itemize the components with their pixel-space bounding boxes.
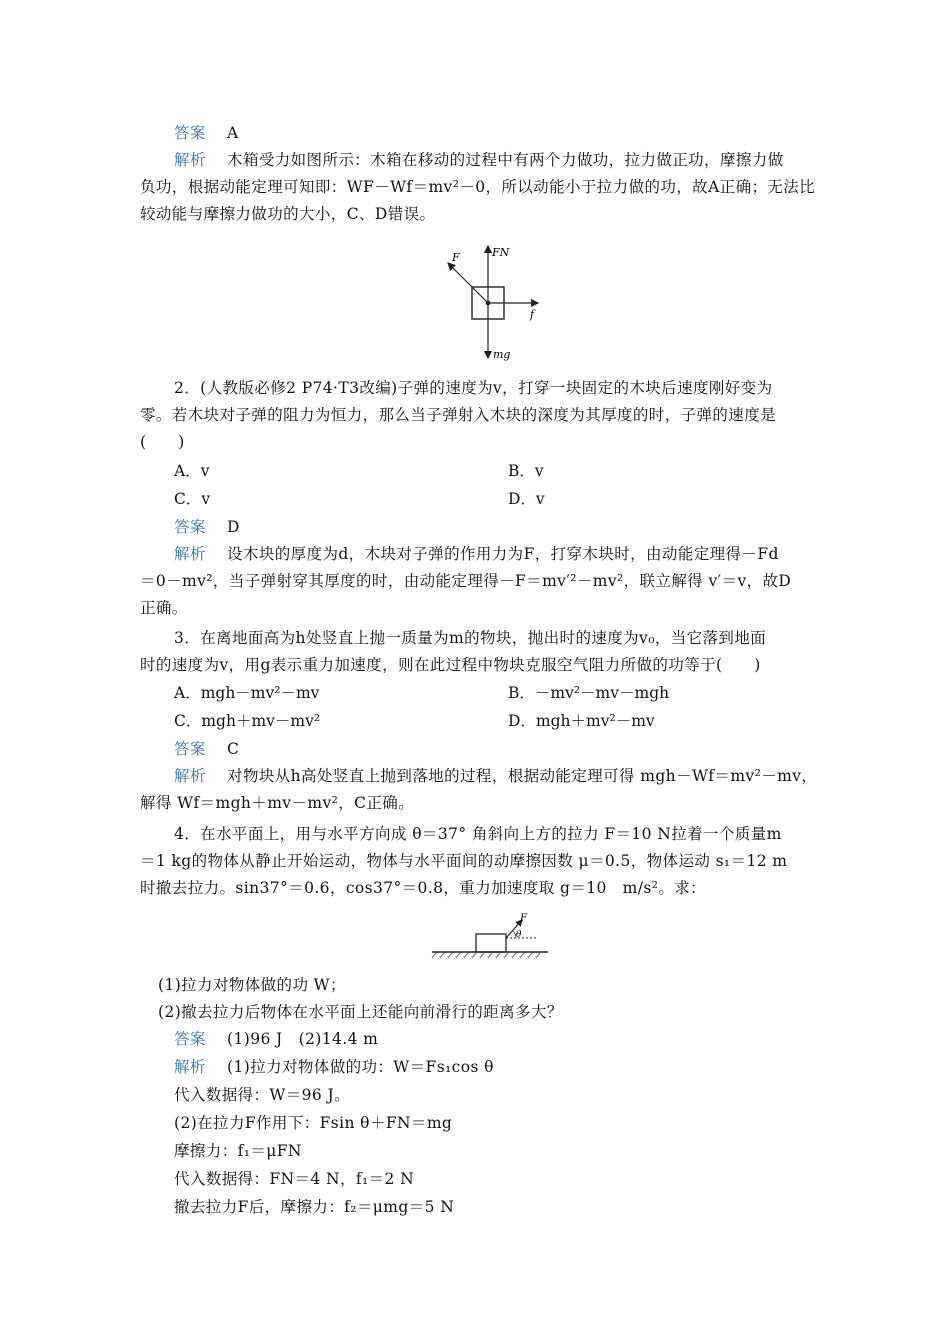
q4-solution-line-1: 代入数据得：W＝96 J。 [174, 1086, 350, 1104]
q1-analysis-line-1 [174, 150, 854, 170]
q3-stem-1: 3．在离地面高为h处竖直上抛一质量为m的物块，抛出时的速度为v₀，当它落到地面 [174, 629, 767, 647]
q4-solution-line-2: (2)在拉力F作用下：Fsin θ＋FN＝mg [174, 1114, 453, 1132]
q2-option-d: D．v [508, 490, 545, 508]
q2-analysis-line-1 [174, 544, 854, 564]
analysis-label: 解析 [174, 1058, 206, 1076]
q4-stem-1: 4．在水平面上，用与水平方向成 θ＝37° 角斜向上方的拉力 F＝10 N拉着一个质量m [174, 825, 782, 843]
answer-label: 答案 [174, 740, 206, 758]
q1-answer-line [174, 123, 854, 143]
answer-value: D [227, 518, 240, 536]
q3-option-b: B．－mv²－mv－mgh [508, 684, 670, 702]
q4-stem-3: 时撤去拉力。sin37°＝0.6，cos37°＝0.8，重力加速度取 g＝10 m/s²。求： [140, 879, 707, 897]
label-f: f [530, 308, 535, 321]
q3-analysis-line-2: 解得 Wf＝mgh＋mv－mv²，C正确。 [140, 794, 415, 812]
q3-stem-2: 时的速度为v，用g表示重力加速度，则在此过程中物块克服空气阻力所做的功等于( ) [140, 656, 761, 674]
q4-answer-line [174, 1029, 854, 1049]
label-FN: FN [492, 246, 510, 259]
q2-stem-2: 零。若木块对子弹的阻力为恒力，那么当子弹射入木块的深度为其厚度的时，子弹的速度是 [140, 406, 777, 424]
analysis-text: 设木块的厚度为d，木块对子弹的作用力为F，打穿木块时，由动能定理得－Fd [227, 545, 779, 563]
q4-sub-question-2: (2)撤去拉力后物体在水平面上还能向前滑行的距离多大？ [158, 1003, 563, 1021]
answer-value: C [227, 740, 240, 758]
answer-value: (1)96 J (2)14.4 m [227, 1030, 379, 1048]
q2-stem-3: ( ) [140, 433, 185, 451]
analysis-text: 木箱受力如图所示：木箱在移动的过程中有两个力做功，拉力做正功，摩擦力做 [227, 151, 784, 169]
q2-answer-line [174, 517, 854, 537]
analysis-label: 解析 [174, 767, 206, 785]
q2-option-b: B．v [508, 462, 544, 480]
q4-solution-line-5: 撤去拉力F后，摩擦力：f₂＝μmg＝5 N [174, 1198, 455, 1216]
q2-option-a: A．v [174, 462, 210, 480]
q2-analysis-line-3: 正确。 [140, 599, 188, 617]
answer-label: 答案 [174, 1030, 206, 1048]
label-F: F [452, 251, 460, 264]
analysis-label: 解析 [174, 151, 206, 169]
analysis-label: 解析 [174, 545, 206, 563]
q3-option-a: A．mgh－mv²－mv [174, 684, 320, 702]
q3-answer-line [174, 739, 854, 759]
q4-solution-line-4: 代入数据得：FN＝4 N，f₁＝2 N [174, 1170, 415, 1188]
block-force-diagram [430, 912, 550, 962]
label-theta: θ [516, 930, 522, 940]
answer-label: 答案 [174, 518, 206, 536]
q2-analysis-line-2: ＝0－mv²，当子弹射穿其厚度的时，由动能定理得－F＝mv′²－mv²，联立解得 v′＝v，故D [140, 572, 792, 590]
q4-stem-2: ＝1 kg的物体从静止开始运动，物体与水平面间的动摩擦因数 μ＝0.5，物体运动 s₁＝12 m [140, 852, 788, 870]
q3-analysis-line-1 [174, 766, 854, 786]
q2-option-c: C．v [174, 490, 211, 508]
q3-option-d: D．mgh＋mv²－mv [508, 712, 655, 730]
q1-analysis-line-2: 负功，根据动能定理可知即：WF－Wf＝mv²－0，所以动能小于拉力做的功，故A正确；无法比 [140, 178, 816, 196]
label-mg: mg [493, 348, 511, 361]
answer-label: 答案 [174, 124, 206, 142]
q3-option-c: C．mgh＋mv－mv² [174, 712, 321, 730]
answer-value: A [227, 124, 239, 142]
q1-analysis-line-3: 较动能与摩擦力做功的大小，C、D错误。 [140, 205, 436, 223]
analysis-text: (1)拉力对物体做的功：W＝Fs₁cos θ [227, 1058, 494, 1076]
q4-solution-line-3: 摩擦力：f₁＝μFN [174, 1142, 302, 1160]
q4-analysis-line-1 [174, 1057, 854, 1077]
q4-sub-question-1: (1)拉力对物体做的功 W； [158, 976, 346, 994]
force-diagram-box [440, 240, 560, 365]
analysis-text: 对物块从h高处竖直上抛到落地的过程，根据动能定理可得 mgh－Wf＝mv²－mv， [227, 767, 818, 785]
q2-stem-1: 2．(人教版必修2 P74·T3改编)子弹的速度为v，打穿一块固定的木块后速度刚好变为 [174, 379, 773, 397]
label-F: F [520, 913, 527, 924]
